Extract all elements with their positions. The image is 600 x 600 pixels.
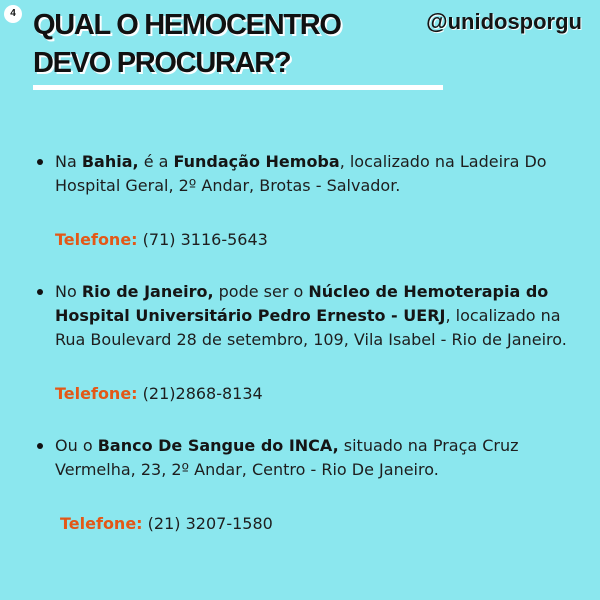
text-fragment: é a bbox=[138, 152, 174, 171]
phone-label: Telefone: bbox=[60, 514, 143, 533]
text-fragment: No bbox=[55, 282, 82, 301]
phone-number: (21)2868-8134 bbox=[137, 384, 263, 403]
bullet-icon bbox=[37, 443, 43, 449]
item-text bbox=[55, 434, 568, 482]
list-item bbox=[55, 150, 568, 198]
page-title bbox=[33, 6, 393, 82]
phone-line bbox=[55, 228, 568, 252]
item-text bbox=[55, 150, 568, 198]
address-text: , localizado na Rua Boulevard 28 de setembro, 109, Vila Isabel - Rio de Janeiro. bbox=[55, 306, 567, 349]
phone-number: (71) 3116-5643 bbox=[137, 230, 268, 249]
address-text: , localizado na Ladeira Do Hospital Geral, 2º Andar, Brotas - Salvador. bbox=[55, 152, 547, 195]
bullet-icon bbox=[37, 289, 43, 295]
institution-name: Banco De Sangue do INCA, bbox=[97, 436, 339, 455]
phone-number: (21) 3207-1580 bbox=[142, 514, 273, 533]
list-item bbox=[55, 434, 568, 482]
item-text bbox=[55, 280, 568, 352]
institution-name: Fundação Hemoba bbox=[173, 152, 340, 171]
list-item bbox=[55, 280, 568, 352]
title-line-1: QUAL O HEMOCENTRO bbox=[33, 9, 341, 41]
phone-line bbox=[60, 512, 568, 536]
state-name: Bahia, bbox=[81, 152, 139, 171]
phone-label: Telefone: bbox=[55, 384, 138, 403]
title-underline bbox=[33, 85, 443, 90]
state-name: Rio de Janeiro, bbox=[81, 282, 214, 301]
bullet-icon bbox=[37, 159, 43, 165]
profile-handle: @unidosporgu bbox=[426, 9, 582, 34]
phone-label: Telefone: bbox=[55, 230, 138, 249]
address-text: situado na Praça Cruz Vermelha, 23, 2º Andar, Centro - Rio De Janeiro. bbox=[55, 436, 519, 479]
text-fragment: pode ser o bbox=[213, 282, 309, 301]
page-number-badge: 4 bbox=[4, 5, 22, 23]
phone-line bbox=[55, 382, 568, 406]
hemocenter-list bbox=[55, 150, 568, 564]
text-fragment: Ou o bbox=[55, 436, 98, 455]
institution-name: Núcleo de Hemoterapia do Hospital Universitário Pedro Ernesto - UERJ bbox=[55, 282, 549, 325]
title-line-2: DEVO PROCURAR? bbox=[33, 47, 291, 79]
text-fragment: Na bbox=[55, 152, 82, 171]
